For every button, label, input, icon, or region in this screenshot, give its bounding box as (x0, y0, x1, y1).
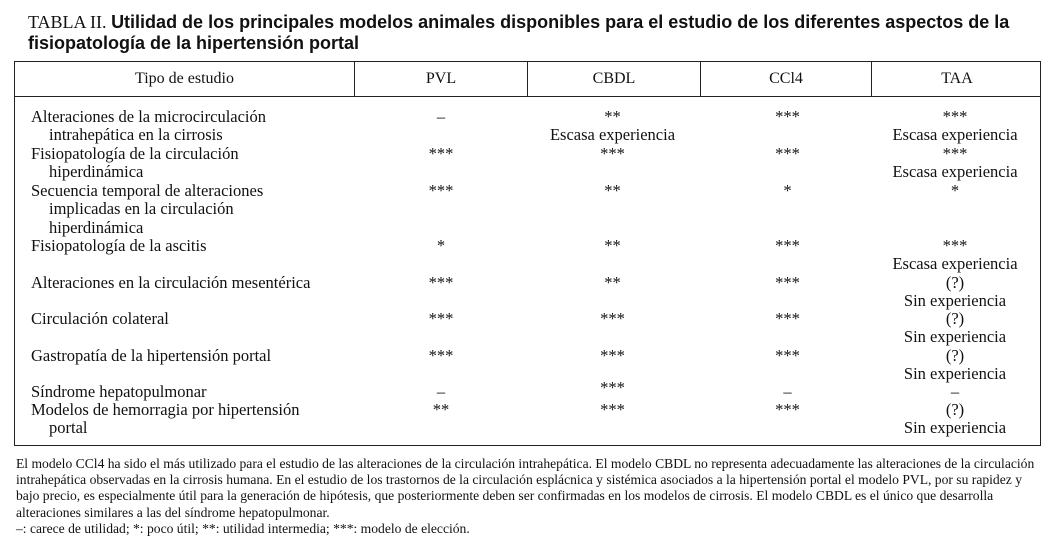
table-caption: Utilidad de los principales modelos animales disponibles para el estudio de los diferentes aspectos de la fisiopatología de la hipertensión portal (28, 12, 1010, 53)
row-study: Síndrome hepatopulmonar (31, 382, 207, 401)
cell-cbdl: ** (604, 236, 621, 255)
table-title (28, 12, 1048, 54)
row-study: Secuencia temporal de alteraciones implicadas en la circulación hiperdinámica (31, 181, 264, 237)
cell-cbdl: *** (600, 378, 625, 397)
header-taa: TAA (941, 70, 973, 87)
cell-ccl4: *** (775, 236, 800, 255)
header-pvl: PVL (425, 70, 457, 87)
cell-pvl: – (436, 382, 446, 401)
header-cbdl: CBDL (592, 70, 636, 87)
cell-ccl4: *** (775, 273, 800, 292)
header-ccl4: CCl4 (769, 70, 803, 87)
cell-pvl: *** (428, 346, 454, 365)
cell-cbdl: ** Escasa experiencia (549, 107, 676, 145)
cell-taa: *** Escasa experiencia (892, 107, 1018, 145)
cell-pvl: *** (428, 273, 454, 292)
cell-ccl4: *** (775, 144, 800, 163)
row-study: Fisiopatología de la circulación hiperdinámica (31, 144, 239, 182)
cell-ccl4: *** (775, 107, 800, 126)
table-footnote (16, 456, 1046, 537)
data-table (14, 61, 1041, 446)
cell-ccl4: *** (775, 400, 800, 419)
cell-pvl: ** (432, 400, 450, 419)
row-study: Circulación colateral (31, 309, 169, 328)
cell-cbdl: ** (604, 181, 621, 200)
table-header (15, 62, 1040, 97)
footnote-paragraph: El modelo CCl4 ha sido el más utilizado para el estudio de las alteraciones de la circulación intrahepática. El modelo CBDL no representa adecuadamente las alteraciones de la circulación intrahepática observadas en la cirrosis humana. En el estudio de los trastornos de la circulación esplácnica y sistémica asociados a la hipertensión portal el modelo PVL, por su rapidez y bajo precio, es especialmente útil para la generación de hipótesis, que posteriormente deben ser confirmadas en los modelos de cirrosis. El modelo CBDL es el único que desarrolla alteraciones similares a las del síndrome hepatopulmonar. (16, 456, 1035, 520)
cell-pvl: * (436, 236, 446, 255)
cell-cbdl: ** (604, 273, 621, 292)
cell-taa: *** Escasa experiencia (892, 144, 1018, 182)
cell-pvl: *** (428, 144, 454, 163)
cell-taa: (?) Sin experiencia (903, 309, 1007, 347)
cell-cbdl: *** (600, 346, 625, 365)
header-tipo-estudio: Tipo de estudio (135, 70, 234, 87)
row-study: Alteraciones de la microcirculación intrahepática en la cirrosis (31, 107, 267, 145)
table-number: TABLA II. (28, 12, 107, 32)
row-study: Modelos de hemorragia por hipertensión portal (31, 400, 300, 438)
footnote-legend: –: carece de utilidad; *: poco útil; **: utilidad intermedia; ***: modelo de elección. (16, 520, 470, 536)
cell-taa: (?) Sin experiencia (903, 346, 1007, 384)
cell-ccl4: * (783, 181, 792, 200)
cell-cbdl: *** (600, 309, 625, 328)
cell-ccl4: – (783, 382, 792, 401)
cell-cbdl: *** (600, 144, 625, 163)
cell-pvl: – (436, 107, 446, 126)
row-study: Fisiopatología de la ascitis (31, 236, 207, 255)
cell-pvl: *** (428, 309, 454, 328)
cell-taa: (?) Sin experiencia (903, 273, 1007, 311)
cell-pvl: *** (428, 181, 454, 200)
cell-taa: (?) Sin experiencia (903, 400, 1007, 438)
cell-taa: – (950, 382, 960, 401)
cell-ccl4: *** (775, 346, 800, 365)
row-study: Gastropatía de la hipertensión portal (31, 346, 272, 365)
cell-cbdl: *** (600, 400, 625, 419)
cell-ccl4: *** (775, 309, 800, 328)
cell-taa: *** Escasa experiencia (892, 236, 1018, 274)
cell-taa: * (950, 181, 960, 200)
row-study: Alteraciones en la circulación mesentérica (31, 273, 311, 292)
